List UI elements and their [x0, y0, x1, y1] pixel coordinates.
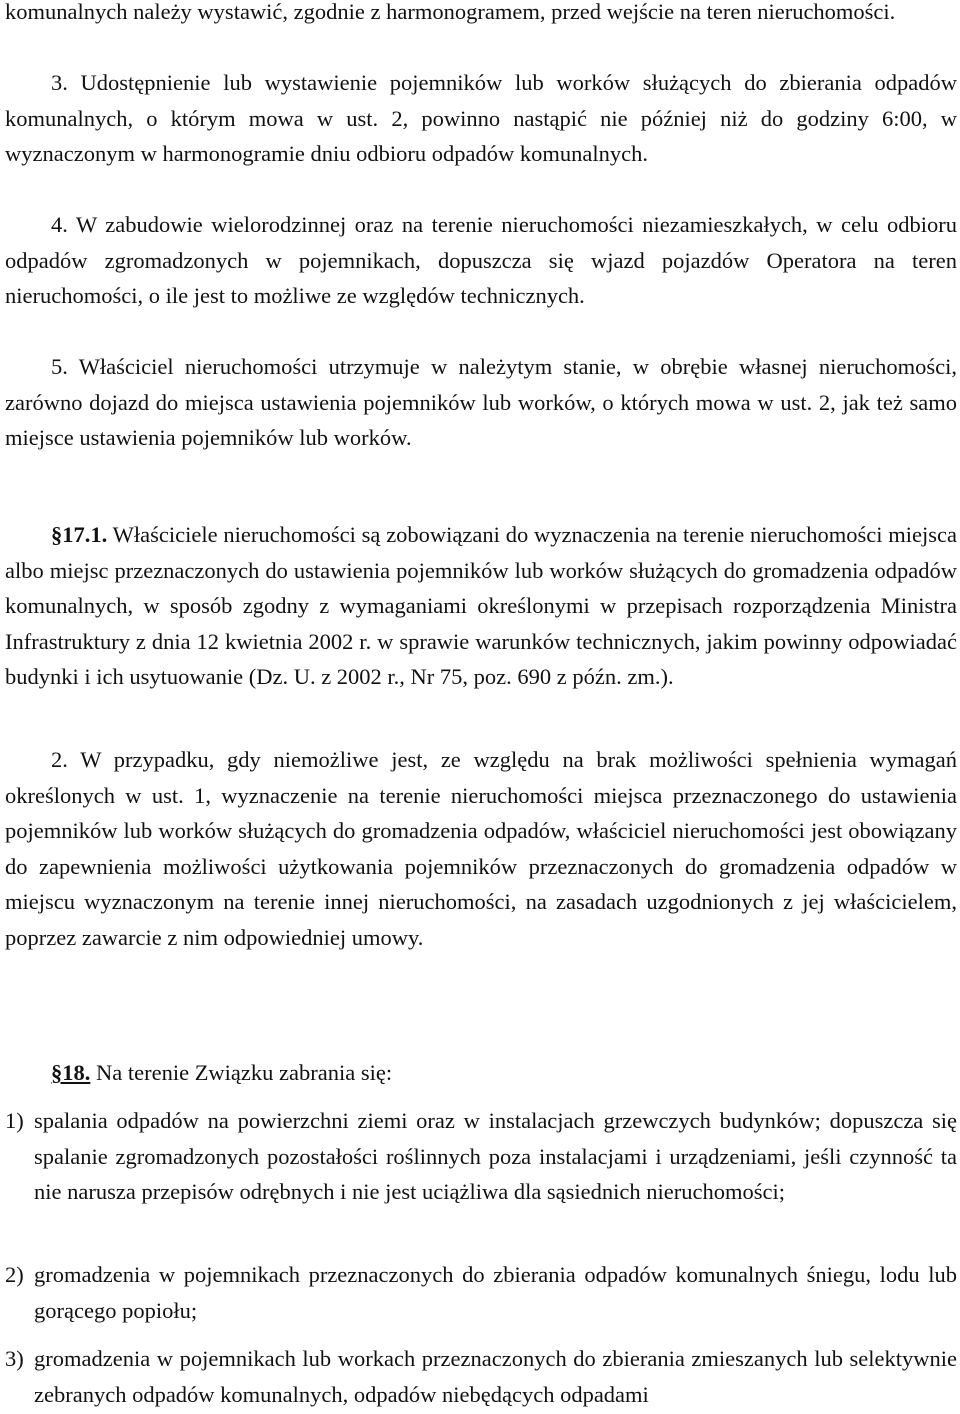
paragraph-5: 5. Właściciel nieruchomości utrzymuje w należytym stanie, w obrębie własnej nieruchomości, zarówno dojazd do miejsca ustawienia pojemników lub worków, o których mowa w ust. 2, jak też samo miejsce ustawienia pojemników lub worków. — [5, 354, 957, 450]
paragraph-3: 3. Udostępnienie lub wystawienie pojemników lub worków służących do zbierania odpadów komunalnych, o którym mowa w ust. 2, powinno nastąpić nie później niż do godziny 6:00, w wyznaczonym w harmonogramie dniu odbioru odpadów komunalnych. — [5, 70, 957, 166]
section-18-heading: §18. — [51, 1060, 91, 1085]
list-item-text: gromadzenia w pojemnikach przeznaczonych do zbierania odpadów komunalnych śniegu, lodu lub gorącego popiołu; — [34, 1262, 957, 1323]
paragraph-4: 4. W zabudowie wielorodzinnej oraz na terenie nieruchomości niezamieszkałych, w celu odbioru odpadów zgromadzonych w pojemnikach, dopuszcza się wjazd pojazdów Operatora na teren nieruchomości, o ile jest to możliwe ze względów technicznych. — [5, 212, 957, 308]
list-item-number: 3) — [5, 1346, 24, 1371]
list-item-text: spalania odpadów na powierzchni ziemi oraz w instalacjach grzewczych budynków; dopuszcza się spalanie zgromadzonych pozostałości roślinnych poza instalacjami i urządzeniami, jeśli czynność ta nie narusza przepisów odrębnych i nie jest uciążliwa dla sąsiednich nieruchomości; — [34, 1108, 957, 1204]
section-17-paragraph-2: 2. W przypadku, gdy niemożliwe jest, ze względu na brak możliwości spełnienia wymagań określonych w ust. 1, wyznaczenie na terenie nieruchomości miejsca przeznaczonego do ustawienia pojemników lub worków służących do gromadzenia odpadów, właściciel nieruchomości jest obowiązany do zapewnienia możliwości użytkowania pojemników przeznaczonych do gromadzenia odpadów w miejscu wyznaczonym na terenie innej nieruchomości, na zasadach uzgodnionych z jej właścicielem, poprzez zawarcie z nim odpowiedniej umowy. — [5, 747, 957, 950]
section-18-intro-text: Na terenie Związku zabrania się: — [90, 1060, 393, 1085]
list-item — [5, 1103, 957, 1210]
section-18-intro — [5, 1055, 957, 1091]
list-item-number: 1) — [5, 1108, 24, 1133]
section-17-heading: §17.1. — [51, 522, 108, 547]
list-item — [5, 1257, 957, 1328]
list-item-text: gromadzenia w pojemnikach lub workach przeznaczonych do zbierania zmieszanych lub selektywnie zebranych odpadów komunalnych, odpadów niebędących odpadami — [34, 1346, 957, 1407]
list-item-number: 2) — [5, 1262, 24, 1287]
list-item — [5, 1341, 957, 1412]
section-17-paragraph-1 — [5, 517, 957, 695]
paragraph-intro: komunalnych należy wystawić, zgodnie z harmonogramem, przed wejście na teren nieruchomości. — [5, 0, 896, 24]
section-17-paragraph-1-text: Właściciele nieruchomości są zobowiązani do wyznaczenia na terenie nieruchomości miejsca albo miejsc przeznaczonych do ustawienia pojemników lub worków służących do gromadzenia odpadów komunalnych, w sposób zgodny z wymaganiami określonymi w przepisach rozporządzenia Ministra Infrastruktury z dnia 12 kwietnia 2002 r. w sprawie warunków technicznych, jakim powinny odpowiadać budynki i ich usytuowanie (Dz. U. z 2002 r., Nr 75, poz. 690 z późn. zm.). — [5, 522, 957, 689]
